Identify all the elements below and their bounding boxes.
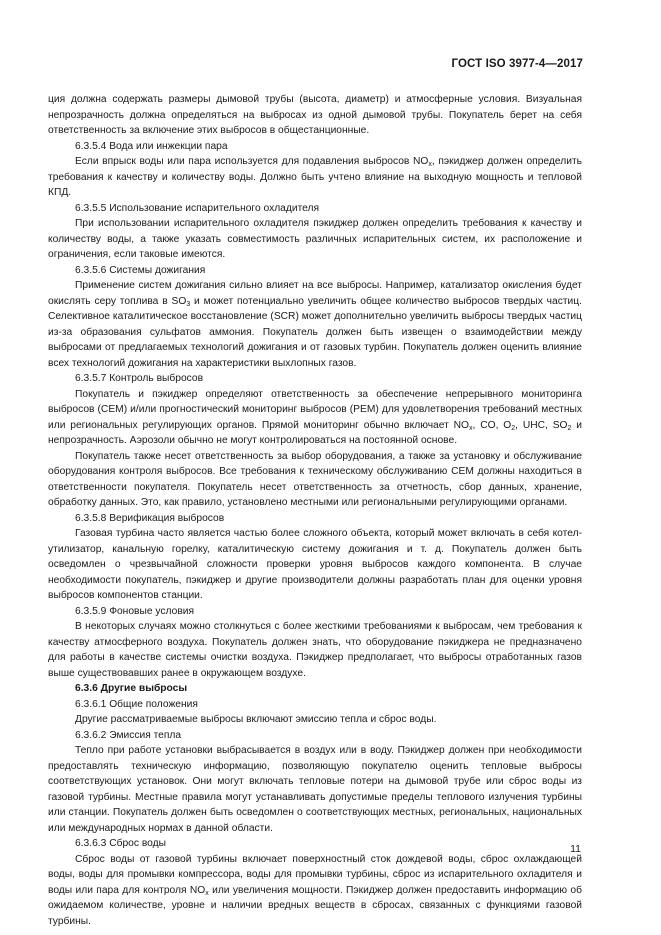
subscript: 2 (511, 424, 516, 432)
text-run: Применение систем дожигания сильно влияет на все выбросы. Например, катализатор окисления будет окислять серу топлива в SO (48, 280, 582, 307)
subscript: x (428, 161, 432, 168)
paragraph (48, 852, 582, 930)
section-heading-bold: 6.3.6 Другие выбросы (75, 683, 188, 694)
paragraph: ция должна содержать размеры дымовой трубы (высота, диаметр) и атмосферные условия. Визуальная непрозрачность должна определяться на выбросах из одной дымовой трубы. Покупатель берет на себя ответственность за включение этих выбросов в общестанционные. (48, 94, 582, 136)
section-heading: 6.3.5.6 Системы дожигания (75, 264, 206, 276)
paragraph: Газовая турбина часто является частью более сложного объекта, который может включать в себя котел-утилизатор, канальную горелку, каталитическую систему дожигания и т. д. Покупатель должен быть осведомлен о чрезвычайной сложности проверки уровня выбросов каждого компонента. В случае необходимости покупатель, пэкиджер и другие производители должны разработать план для оценки уровня выбросов компонентов станции. (48, 528, 582, 601)
subscript: 2 (567, 424, 572, 432)
text-run: , CO, O (472, 419, 512, 431)
text-run: , пэкиджер должен определить требования к качеству и количеству воды. Должно быть учтено влияние на выходную мощность и тепловой КПД. (48, 156, 582, 198)
section-heading: 6.3.5.7 Контроль выбросов (75, 373, 204, 384)
section-heading: 6.3.5.8 Верификация выбросов (75, 512, 225, 524)
standard-header: ГОСТ ISO 3977-4—2017 (451, 58, 583, 70)
paragraph (48, 154, 582, 201)
text-run: и может потенциально увеличить общее количество выбросов твердых частиц. Селективное каталитическое восстановление (SCR) может дополнительно увеличить выбросы твердых частиц из-за образования сульфатов аммония. Покупатель должен быть извещен о взаимодействии между выбросами от предлагаемых технологий дожигания и от газовых турбин. Покупатель должен оценить влияние всех технологий дожигания на характеристики выхлопных газов. (48, 295, 582, 369)
section-heading: 6.3.5.4 Вода или инжекции пара (75, 140, 228, 152)
subscript: 3 (186, 300, 191, 308)
text-run: и непрозрачность. Аэрозоли обычно не могут контролироваться на постоянной основе. (48, 419, 582, 446)
section-heading: 6.3.5.5 Использование испарительного охладителя (75, 202, 320, 214)
paragraph: В некоторых случаях можно столкнуться с более жесткими требованиями к выбросам, чем требования к качеству атмосферного воздуха. Покупатель должен знать, что оборудование пэкиджера не предназначено для работы в качестве системы очистки воздуха. Пэкиджер предполагает, что выбросы отработанных газов выше существовавших ранее в окружающем воздухе. (48, 621, 582, 679)
text-run: или увеличения мощности. Пэкиджер должен предоставить информацию об ожидаемом количестве, уровне и наличии вредных веществ в сбросах, связанных с функциями газовой турбины. (48, 884, 582, 927)
section-heading: 6.3.6.2 Эмиссия тепла (75, 729, 182, 741)
page-number: 11 (570, 843, 581, 855)
text-run: Если впрыск воды или пара используется для подавления выбросов NO (75, 156, 429, 167)
document-body (48, 92, 582, 929)
subscript: x (205, 889, 209, 897)
text-run: Сброс воды от газовой турбины включает поверхностный сток дождевой воды, сброс охлаждающей воды, воды для промывки компрессора, воды для промывки турбины, сброс из испарительного охладителя и воды или пара для контроля NO (48, 853, 582, 896)
subscript: x (469, 424, 473, 432)
paragraph: Покупатель также несет ответственность за выбор оборудования, а также за установку и обслуживание оборудования контроля выбросов. Все требования к техническому обслуживанию CEM должны находиться в ответственности покупателя. Покупатель несет ответственность за отчетность, сбор данных, хранение, обработку данных. Это, как правило, установлено местными или региональными регулирующими органами. (48, 450, 582, 508)
paragraph: При использовании испарительного охладителя пэкиджер должен определить требования к качеству и количеству воды, а также указать совместимость различных испарительных систем, их расположение и ограничения, если таковые имеются. (48, 218, 582, 260)
section-heading: 6.3.6.3 Сброс воды (75, 838, 166, 849)
paragraph (48, 278, 582, 371)
section-heading: 6.3.5.9 Фоновые условия (75, 605, 195, 617)
section-heading: 6.3.6.1 Общие положения (75, 698, 198, 710)
paragraph: Другие рассматриваемые выбросы включают эмиссию тепла и сброс воды. (75, 714, 437, 725)
text-run: Покупатель и пэкиджер определяют ответственность за обеспечение непрерывного мониторинга выбросов (CEM) и/или прогностический мониторинг выбросов (PEM) для удовлетворения требований местных или региональных регулирующих органов. Прямой мониторинг обычно включает NO (48, 388, 582, 431)
paragraph: Тепло при работе установки выбрасывается в воздух или в воду. Пэкиджер должен при необходимости предоставлять техническую информацию, позволяющую покупателю оценить тепловые выбросы соответствующих установок. Они могут включать тепловые потери на дымовой трубе или сброс воды из газовой турбины. Местные правила могут устанавливать допустимые пределы теплового излучения турбины или станции. Покупатель должен быть осведомлен о соответствующих местных, региональных, национальных или международных нормах в данной области. (48, 745, 582, 834)
text-run: , UHC, SO (515, 419, 568, 431)
paragraph (48, 387, 582, 449)
